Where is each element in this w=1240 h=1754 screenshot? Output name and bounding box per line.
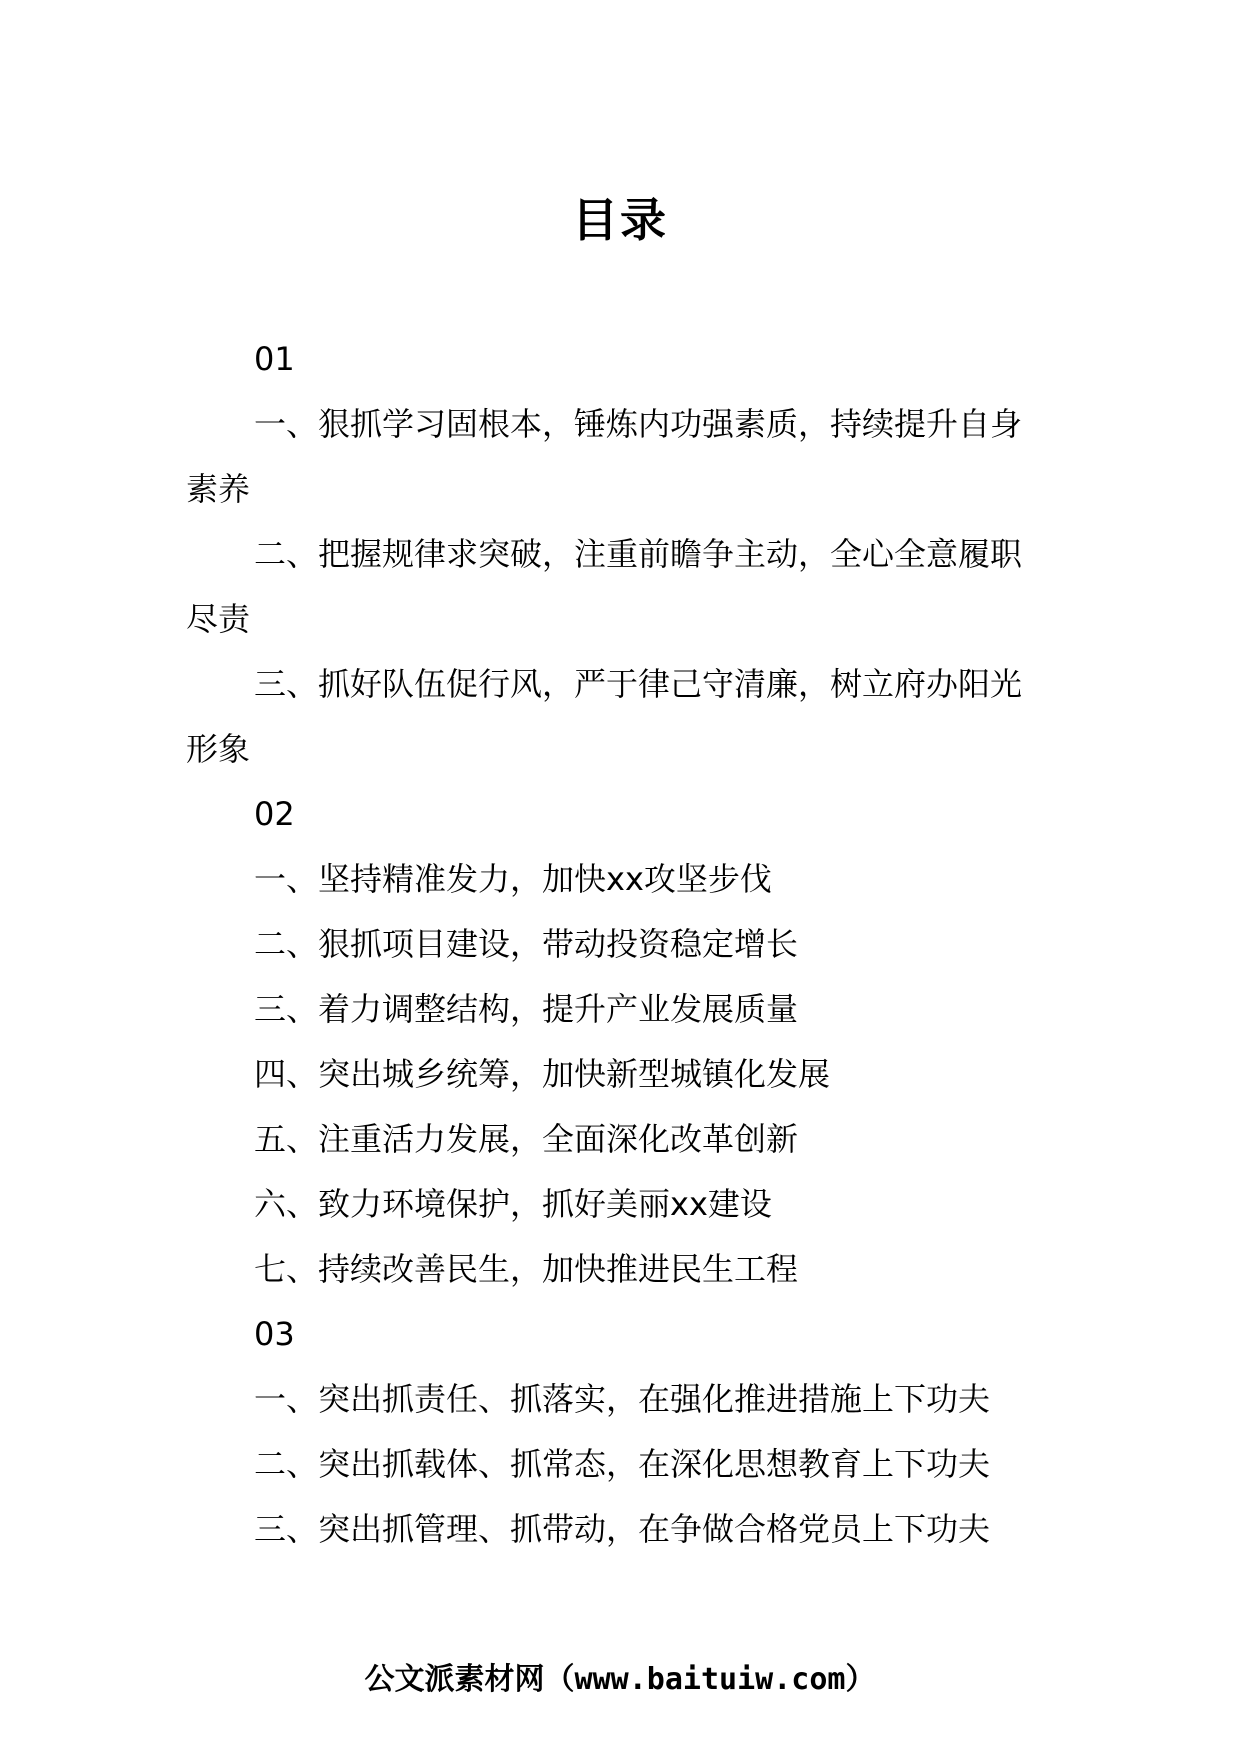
section-number-01: 01 bbox=[254, 340, 295, 378]
toc-item: 一、坚持精准发力，加快xx攻坚步伐 bbox=[254, 860, 772, 898]
toc-item: 三、着力调整结构，提升产业发展质量 bbox=[254, 990, 799, 1028]
footer-brand: 公文派素材网 bbox=[364, 1662, 545, 1697]
toc-item: 二、狠抓项目建设，带动投资稳定增长 bbox=[254, 925, 799, 963]
toc-item: 二、把握规律求突破，注重前瞻争主动，全心全意履职尽责 bbox=[186, 535, 1023, 638]
toc-item: 三、抓好队伍促行风，严于律己守清廉，树立府办阳光形象 bbox=[186, 665, 1023, 768]
toc-item: 四、突出城乡统筹，加快新型城镇化发展 bbox=[254, 1055, 831, 1093]
toc-item: 一、突出抓责任、抓落实，在强化推进措施上下功夫 bbox=[254, 1380, 991, 1418]
toc-item: 七、持续改善民生，加快推进民生工程 bbox=[254, 1250, 799, 1288]
footer-site: （www.baituiw.com） bbox=[544, 1662, 876, 1697]
section-number-02: 02 bbox=[254, 795, 295, 833]
toc-item: 五、注重活力发展，全面深化改革创新 bbox=[254, 1120, 799, 1158]
footer-watermark bbox=[0, 1660, 1240, 1700]
toc-item: 一、狠抓学习固根本，锤炼内功强素质，持续提升自身素养 bbox=[186, 405, 1023, 508]
toc-item: 二、突出抓载体、抓常态，在深化思想教育上下功夫 bbox=[254, 1445, 991, 1483]
toc-item: 六、致力环境保护，抓好美丽xx建设 bbox=[254, 1185, 772, 1223]
page-title: 目录 bbox=[572, 193, 668, 247]
toc-item: 三、突出抓管理、抓带动，在争做合格党员上下功夫 bbox=[254, 1510, 991, 1548]
section-number-03: 03 bbox=[254, 1315, 295, 1353]
table-of-contents bbox=[186, 327, 1026, 1562]
